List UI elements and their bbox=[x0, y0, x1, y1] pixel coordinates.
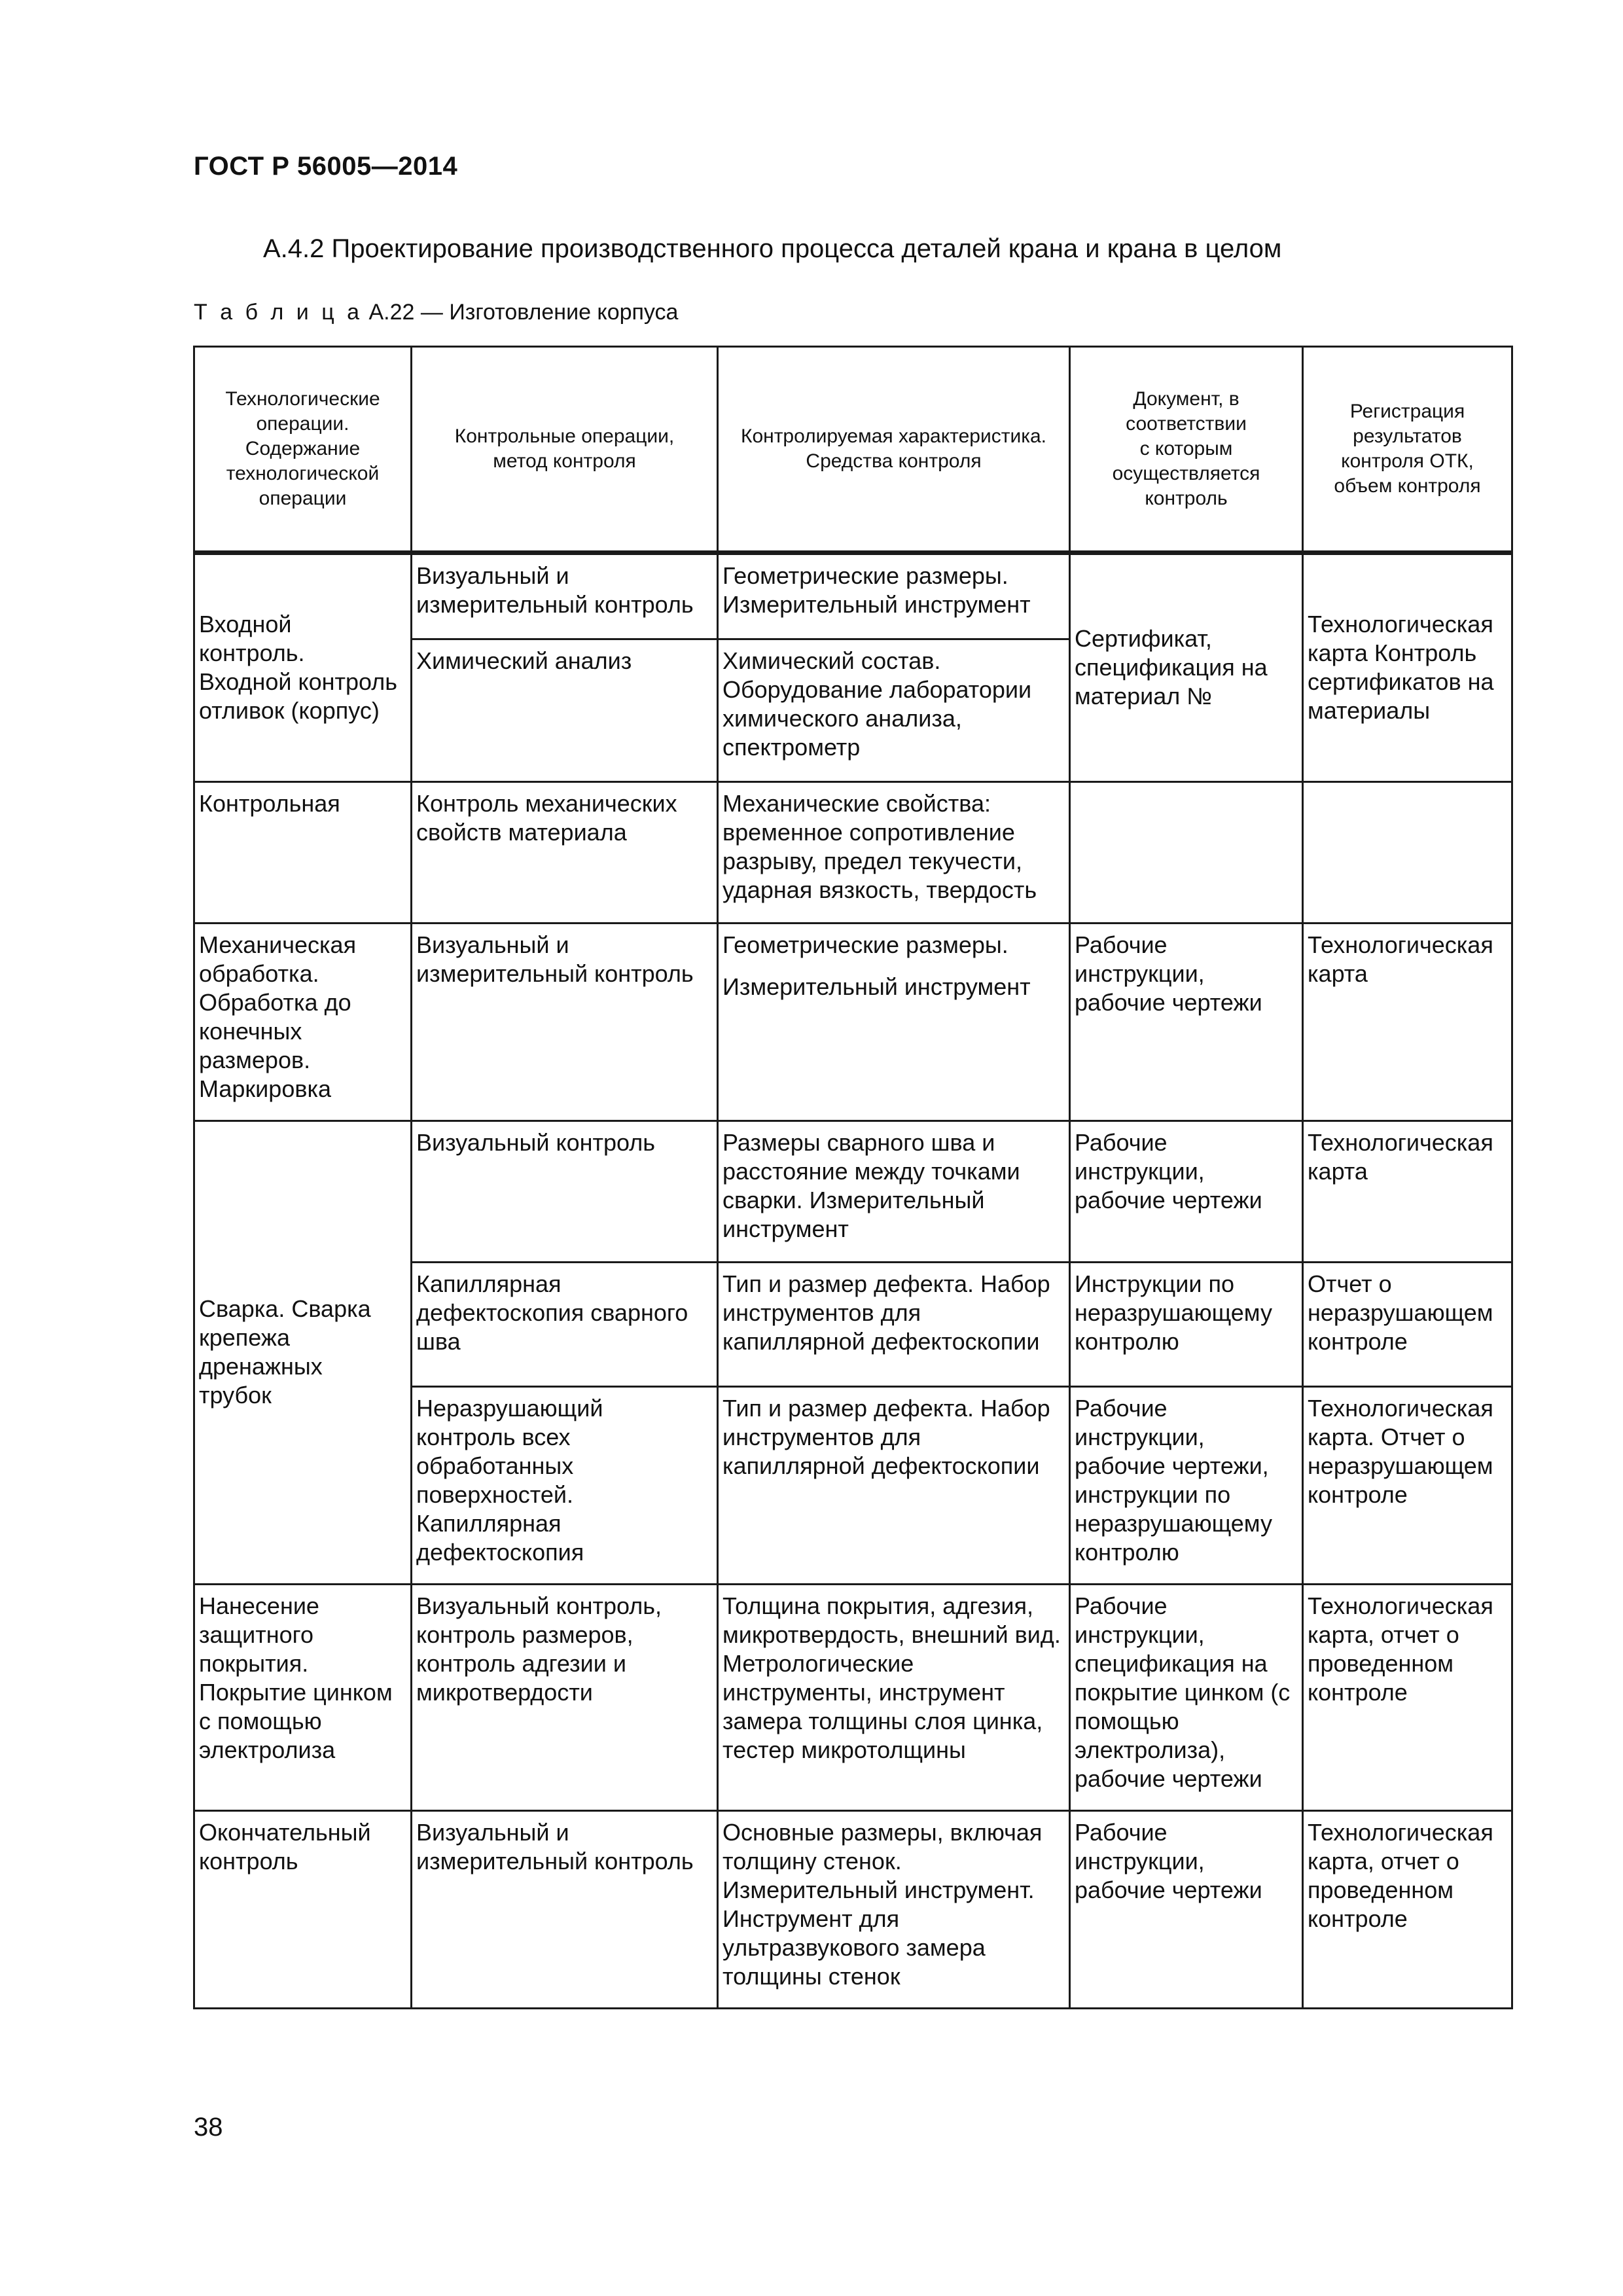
table-header-row bbox=[194, 347, 1512, 553]
cell-characteristic: Размеры сварного шва и расстояние между точками сварки. Измерительный инструмент bbox=[718, 1121, 1070, 1263]
cell-registration: Отчет о неразрушающем контроле bbox=[1303, 1263, 1512, 1387]
cell-method: Визуальный контроль bbox=[412, 1121, 718, 1263]
cell-operation: Окончательный контроль bbox=[194, 1811, 412, 2009]
cell-document: Рабочие инструкции, рабочие чертежи bbox=[1070, 1121, 1303, 1263]
cell-operation-incoming: Входной контроль. Входной контроль отливок (корпус) bbox=[194, 553, 412, 782]
cell-method: Контроль механических свойств материала bbox=[412, 782, 718, 924]
table-caption-title: А.22 — Изготовление корпуса bbox=[368, 300, 679, 325]
header-control-method: Контрольные операции, метод контроля bbox=[412, 347, 718, 553]
cell-characteristic: Химический состав. Оборудование лаборатории химического анализа, спектрометр bbox=[718, 639, 1070, 782]
cell-method: Неразрушающий контроль всех обработанных поверхностей. Капиллярная дефектоскопия bbox=[412, 1387, 718, 1585]
cell-characteristic: Толщина покрытия, адгезия, микротвердость, внешний вид. Метрологические инструменты, инструмент замера толщины слоя цинка, тестер микротолщины bbox=[718, 1585, 1070, 1811]
cell-registration: Технологическая карта. Отчет о неразрушающем контроле bbox=[1303, 1387, 1512, 1585]
cell-characteristic: Основные размеры, включая толщину стенок. Измерительный инструмент. Инструмент для ультразвукового замера толщины стенок bbox=[718, 1811, 1070, 2009]
cell-registration-incoming: Технологическая карта Контроль сертификатов на материалы bbox=[1303, 553, 1512, 782]
cell-registration: Технологическая карта bbox=[1303, 924, 1512, 1121]
cell-operation-welding: Сварка. Сварка крепежа дренажных трубок bbox=[194, 1121, 412, 1585]
section-heading: А.4.2 Проектирование производственного процесса деталей крана и крана в целом bbox=[263, 234, 1282, 263]
cell-document: Рабочие инструкции, рабочие чертежи bbox=[1070, 924, 1303, 1121]
manufacturing-control-table bbox=[193, 346, 1513, 2009]
cell-registration bbox=[1303, 782, 1512, 924]
cell-document: Инструкции по неразрушающему контролю bbox=[1070, 1263, 1303, 1387]
cell-registration: Технологическая карта, отчет о проведенном контроле bbox=[1303, 1811, 1512, 2009]
cell-operation: Механическая обработка. Обработка до конечных размеров. Маркировка bbox=[194, 924, 412, 1121]
cell-characteristic: Тип и размер дефекта. Набор инструментов для капиллярной дефектоскопии bbox=[718, 1387, 1070, 1585]
cell-document: Рабочие инструкции, спецификация на покрытие цинком (с помощью электролиза), рабочие чертежи bbox=[1070, 1585, 1303, 1811]
document-header: ГОСТ Р 56005—2014 bbox=[194, 152, 458, 181]
table-row bbox=[194, 1811, 1512, 2009]
cell-method: Визуальный и измерительный контроль bbox=[412, 1811, 718, 2009]
cell-method: Визуальный контроль, контроль размеров, контроль адгезии и микротвердости bbox=[412, 1585, 718, 1811]
cell-document-incoming: Сертификат, спецификация на материал № bbox=[1070, 553, 1303, 782]
header-registration: Регистрация результатов контроля ОТК, объем контроля bbox=[1303, 347, 1512, 553]
cell-characteristic: Тип и размер дефекта. Набор инструментов для капиллярной дефектоскопии bbox=[718, 1263, 1070, 1387]
page-number: 38 bbox=[194, 2113, 223, 2142]
cell-document bbox=[1070, 782, 1303, 924]
table-caption-prefix: Т а б л и ц а bbox=[194, 300, 363, 325]
header-characteristic: Контролируемая характеристика. Средства контроля bbox=[718, 347, 1070, 553]
cell-characteristic: Геометрические размеры. Измерительный инструмент bbox=[718, 924, 1070, 1121]
cell-document: Рабочие инструкции, рабочие чертежи bbox=[1070, 1811, 1303, 2009]
cell-characteristic: Механические свойства: временное сопротивление разрыву, предел текучести, ударная вязкость, твердость bbox=[718, 782, 1070, 924]
cell-document: Рабочие инструкции, рабочие чертежи, инструкции по неразрушающему контролю bbox=[1070, 1387, 1303, 1585]
table-row bbox=[194, 553, 1512, 639]
cell-method: Визуальный и измерительный контроль bbox=[412, 924, 718, 1121]
cell-registration: Технологическая карта bbox=[1303, 1121, 1512, 1263]
cell-registration: Технологическая карта, отчет о проведенном контроле bbox=[1303, 1585, 1512, 1811]
cell-method: Капиллярная дефектоскопия сварного шва bbox=[412, 1263, 718, 1387]
cell-method: Химический анализ bbox=[412, 639, 718, 782]
table-row bbox=[194, 1585, 1512, 1811]
cell-operation: Контрольная bbox=[194, 782, 412, 924]
table-row bbox=[194, 924, 1512, 1121]
table-row bbox=[194, 782, 1512, 924]
cell-method: Визуальный и измерительный контроль bbox=[412, 553, 718, 639]
table-caption bbox=[194, 300, 678, 325]
header-document: Документ, в соответствии с которым осуществляется контроль bbox=[1070, 347, 1303, 553]
table-row bbox=[194, 1121, 1512, 1263]
header-operation: Технологические операции. Содержание технологической операции bbox=[194, 347, 412, 553]
cell-characteristic: Геометрические размеры. Измерительный инструмент bbox=[718, 553, 1070, 639]
cell-operation: Нанесение защитного покрытия. Покрытие цинком с помощью электролиза bbox=[194, 1585, 412, 1811]
